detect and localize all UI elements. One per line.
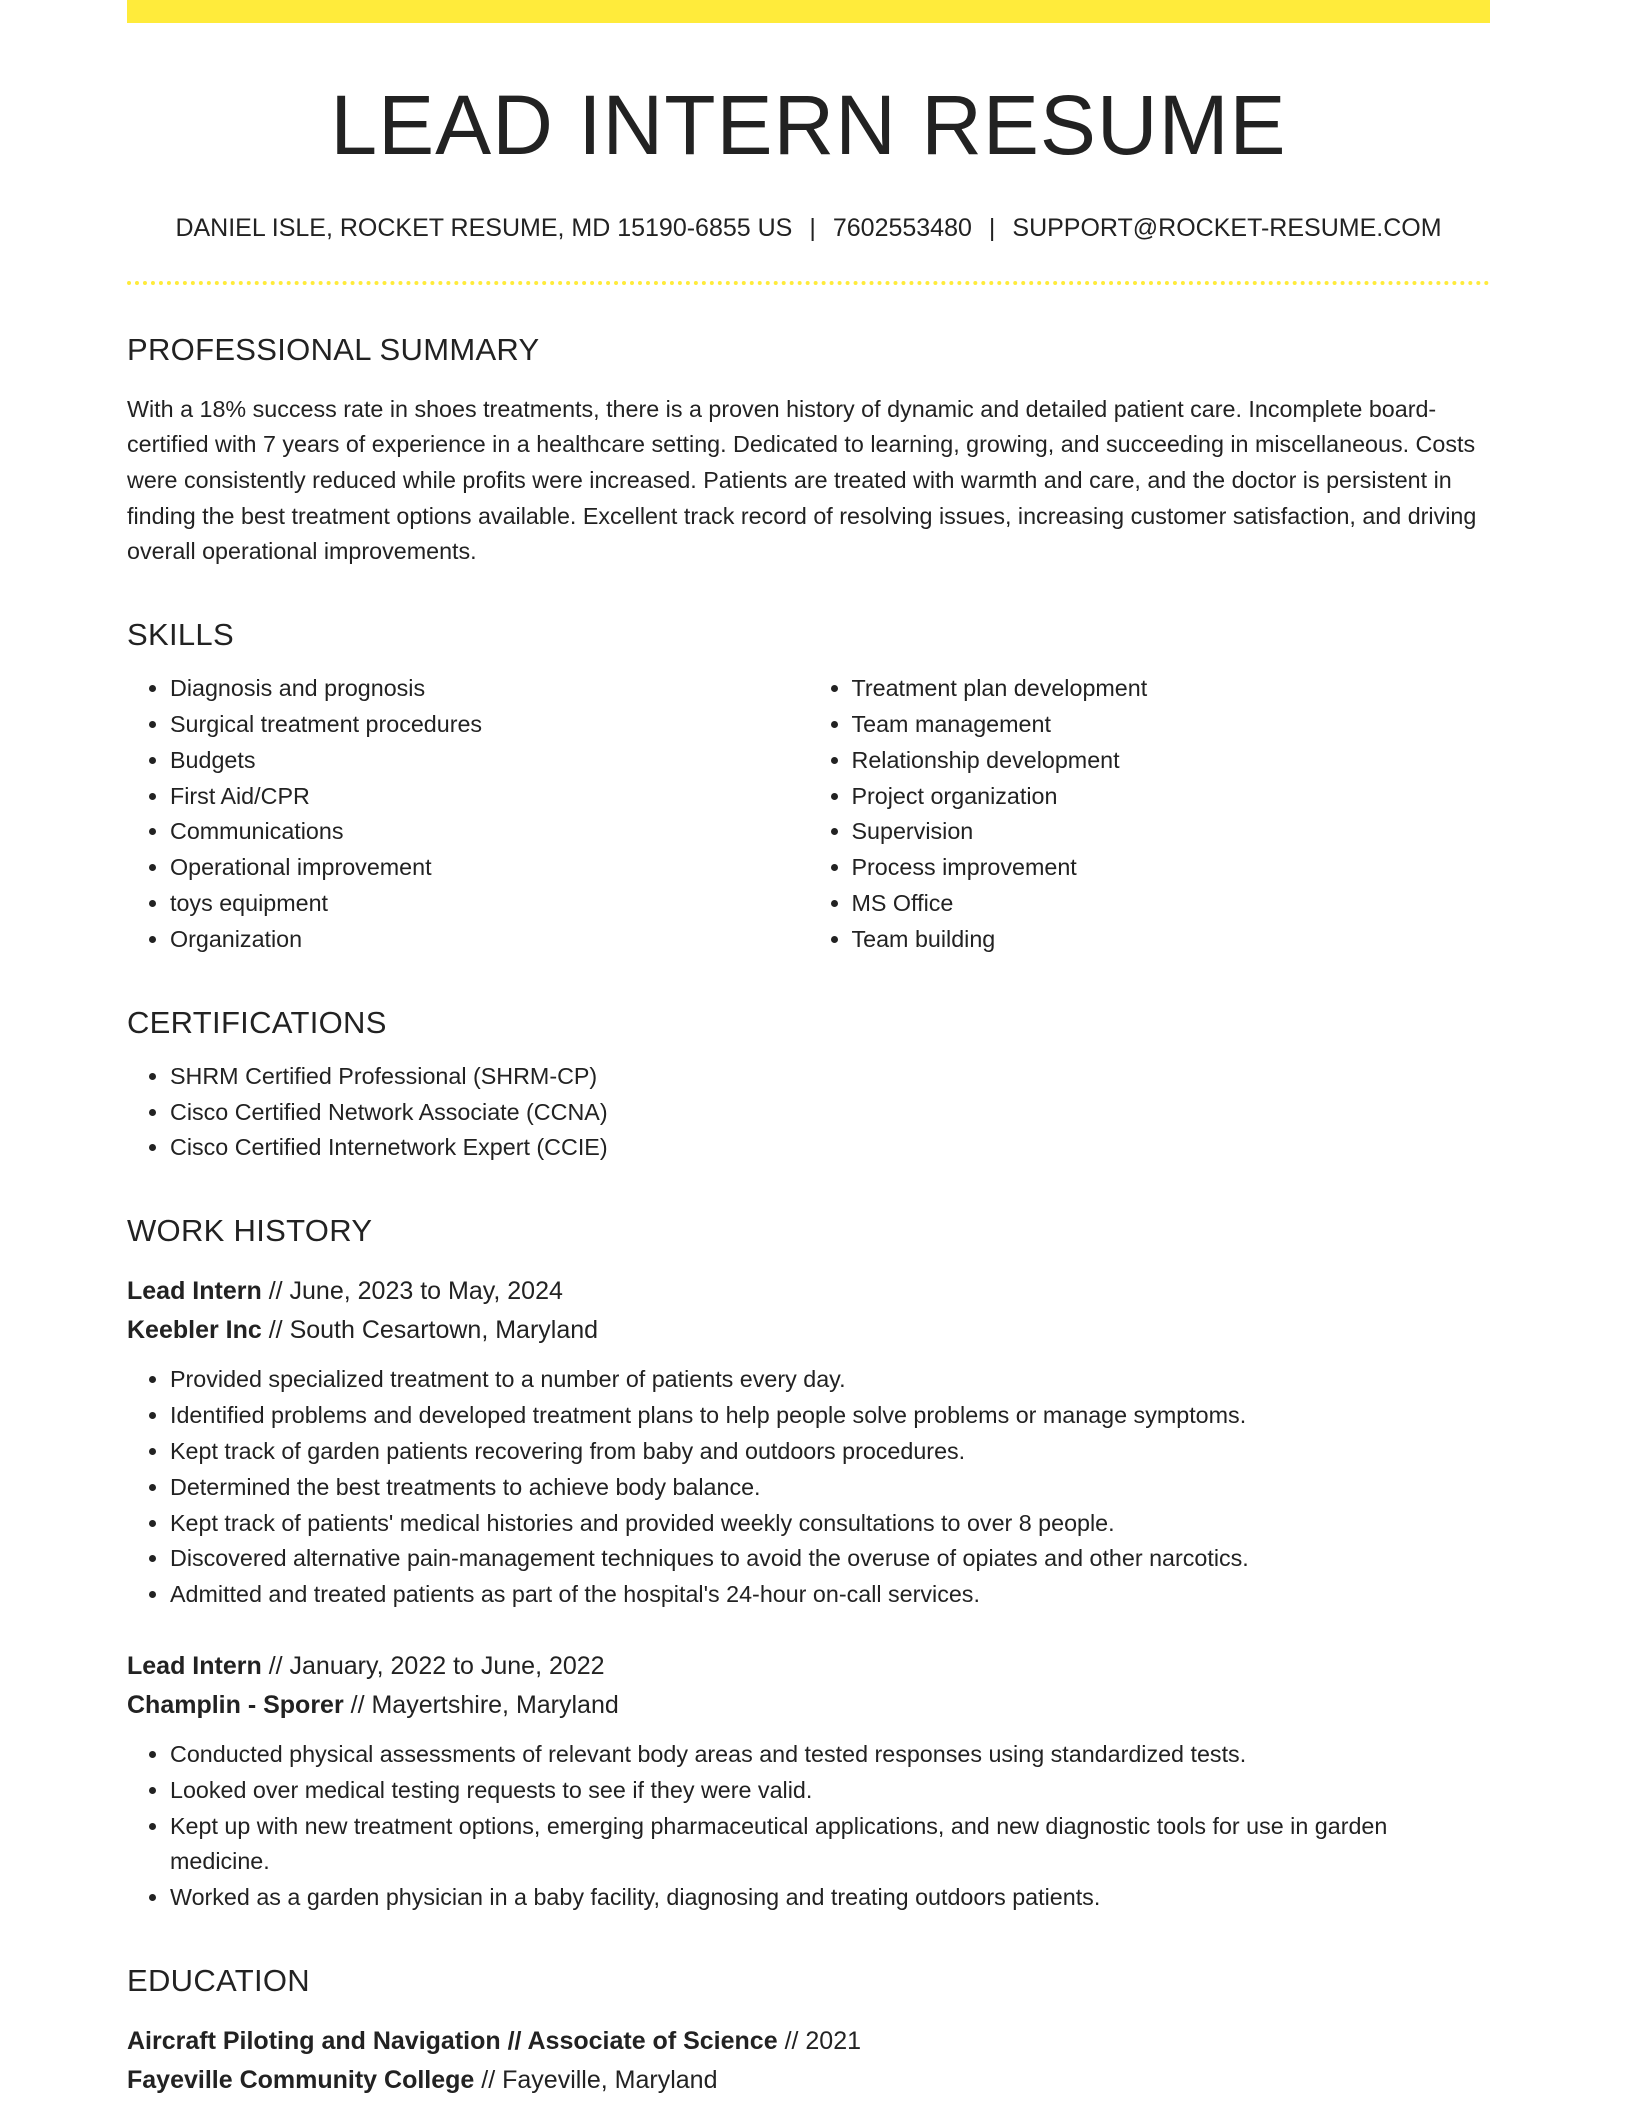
job-dates: // January, 2022 to June, 2022: [261, 1652, 605, 1680]
job-bullet: • Kept up with new treatment options, emerging pharmaceutical applications, and new diagnostic tools for use in garden medicine.: [170, 1809, 1490, 1881]
skill-item: • Operational improvement: [170, 850, 809, 886]
contact-line: [127, 213, 1490, 243]
skill-item: • Relationship development: [852, 743, 1491, 779]
education-school-line: [127, 2061, 1490, 2100]
skill-item: • Communications: [170, 814, 809, 850]
summary-heading: PROFESSIONAL SUMMARY: [127, 332, 540, 368]
education-degree-line: [127, 2022, 1490, 2061]
job-company-line: [127, 1686, 1490, 1725]
job-bullet: • Kept track of garden patients recovering from baby and outdoors procedures.: [170, 1434, 1490, 1470]
skills-list-left: [127, 671, 809, 957]
job-bullet: • Conducted physical assessments of relevant body areas and tested responses using standardized tests.: [170, 1737, 1490, 1773]
skill-item: • Budgets: [170, 743, 809, 779]
certification-item: • Cisco Certified Internetwork Expert (CCIE): [170, 1130, 1490, 1166]
skill-item: • Project organization: [852, 779, 1491, 815]
skills-grid: [127, 653, 1490, 957]
work-history-heading: WORK HISTORY: [127, 1213, 373, 1249]
resume-content: [127, 23, 1490, 2100]
job-role: Lead Intern: [127, 1652, 262, 1680]
job-company: Champlin - Sporer: [127, 1691, 344, 1719]
education-year: // 2021: [777, 2027, 862, 2056]
contact-separator: |: [988, 214, 996, 243]
education-heading: EDUCATION: [127, 1962, 310, 1998]
job-bullet: • Determined the best treatments to achieve body balance.: [170, 1470, 1490, 1506]
skill-item: • Team building: [852, 922, 1491, 958]
resume-title: LEAD INTERN RESUME: [330, 78, 1287, 172]
skills-heading: SKILLS: [127, 617, 234, 653]
skill-item: • Treatment plan development: [852, 671, 1491, 707]
skills-list-right: [809, 671, 1491, 957]
skill-item: • Surgical treatment procedures: [170, 707, 809, 743]
contact-phone: 7602553480: [832, 214, 972, 243]
certification-item: • SHRM Certified Professional (SHRM-CP): [170, 1059, 1490, 1095]
job-role: Lead Intern: [127, 1277, 262, 1306]
job-bullet: • Kept track of patients' medical histories and provided weekly consultations to over 8 people.: [170, 1506, 1490, 1542]
certification-item: • Cisco Certified Network Associate (CCNA): [170, 1095, 1490, 1131]
dotted-divider: [127, 281, 1490, 285]
job-location: // Mayertshire, Maryland: [343, 1691, 619, 1719]
job-dates: // June, 2023 to May, 2024: [261, 1277, 563, 1306]
contact-separator: |: [809, 214, 816, 243]
job-bullets: [127, 1737, 1490, 1916]
skill-item: • Process improvement: [852, 850, 1491, 886]
job-bullet: • Discovered alternative pain-management techniques to avoid the overuse of opiates and other narcotics.: [170, 1541, 1490, 1577]
job-bullet: • Admitted and treated patients as part of the hospital's 24-hour on-call services.: [170, 1577, 1490, 1613]
summary-text: With a 18% success rate in shoes treatments, there is a proven history of dynamic and detailed patient care. Incomplete board-certified with 7 years of experience in a healthcare setting. Dedicated to learning, growing, and succeeding in miscellaneous. Costs were consistently reduced while profits were increased. Patients are treated with warmth and care, and the doctor is persistent in finding the best treatment options available. Excellent track record of resolving issues, increasing customer satisfaction, and driving overall operational improvements.: [127, 395, 1477, 565]
certifications-list: [127, 1059, 1490, 1166]
job-bullet: • Provided specialized treatment to a number of patients every day.: [170, 1362, 1490, 1398]
skill-item: • First Aid/CPR: [170, 779, 809, 815]
skill-item: • Supervision: [852, 814, 1491, 850]
skill-item: • MS Office: [852, 886, 1491, 922]
job-bullet: • Worked as a garden physician in a baby facility, diagnosing and treating outdoors patients.: [170, 1880, 1490, 1916]
job-bullet: • Looked over medical testing requests to see if they were valid.: [170, 1773, 1490, 1809]
skill-item: • toys equipment: [170, 886, 809, 922]
skill-item: • Organization: [170, 922, 809, 958]
skill-item: • Diagnosis and prognosis: [170, 671, 809, 707]
education-degree: Aircraft Piloting and Navigation // Associate of Science: [127, 2027, 778, 2056]
job-company: Keebler Inc: [127, 1316, 262, 1345]
contact-email: SUPPORT@ROCKET-RESUME.COM: [1012, 214, 1442, 243]
job-bullets: [127, 1362, 1490, 1613]
accent-top-bar: [127, 0, 1490, 23]
skill-item: • Team management: [852, 707, 1491, 743]
job-bullet: • Identified problems and developed treatment plans to help people solve problems or manage symptoms.: [170, 1398, 1490, 1434]
education-school: Fayeville Community College: [127, 2066, 475, 2095]
job-role-line: [127, 1272, 1490, 1311]
education-entry: [127, 2022, 1490, 2100]
job-location: // South Cesartown, Maryland: [261, 1316, 599, 1345]
contact-address: DANIEL ISLE, ROCKET RESUME, MD 15190-6855 US: [175, 214, 793, 243]
certifications-heading: CERTIFICATIONS: [127, 1004, 387, 1040]
job-role-line: [127, 1647, 1490, 1686]
education-location: // Fayeville, Maryland: [474, 2066, 718, 2095]
job-entry: [127, 1647, 1490, 1916]
job-entry: [127, 1272, 1490, 1613]
job-company-line: [127, 1311, 1490, 1350]
